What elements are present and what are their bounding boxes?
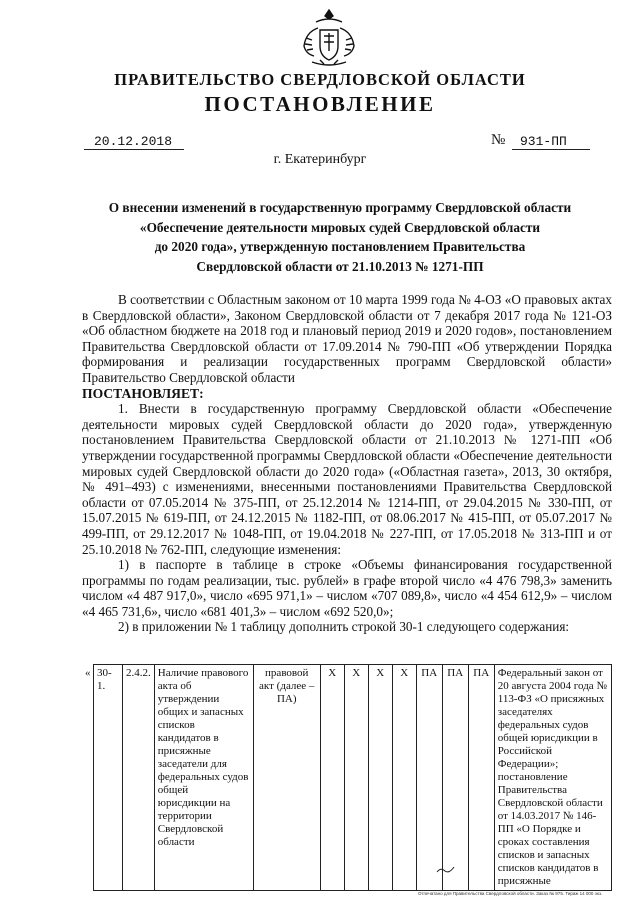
title-line: О внесении изменений в государственную программу Свердловской области — [108, 200, 572, 215]
value-cell: Х — [344, 665, 368, 891]
unit-cell: правовой акт (далее – ПА) — [253, 665, 320, 891]
item-1-1-paragraph: 1) в паспорте в таблице в строке «Объемы финансирования государственной программы по годам реализации, тыс. рублей» в графе второй число «4 476 798,3» заменить числом «4 487 917,0», число «695 971,1» – числом «707 089,8», число «4 454 612,9» – числом «4 465 731,6», число «681 401,3» – числом «692 520,0»; — [82, 557, 612, 619]
table-row — [82, 665, 611, 891]
row-number-cell: 30-1. — [94, 665, 123, 891]
value-cell: Х — [368, 665, 392, 891]
title-line: до 2020 года», утвержденную постановлением Правительства — [154, 239, 526, 254]
preamble-paragraph: В соответствии с Областным законом от 10 марта 1999 года № 4-ОЗ «О правовых актах в Свердловской области», Законом Свердловской области от 7 декабря 2017 года № 121-ОЗ «Об областном бюджете на 2018 год и плановый период 2019 и 2020 годов», постановлением Правительства Свердловской области от 17.09.2014 № 790-ПП «Об утверждении Порядка формирования и реализации государственных программ Свердловской области» Правительство Свердловской области — [82, 292, 612, 385]
open-quote: « — [85, 666, 91, 679]
title-line: Свердловской области от 21.10.2013 № 1271-ПП — [196, 258, 484, 274]
value-cell: Х — [320, 665, 344, 891]
value-cell: Х — [392, 665, 416, 891]
decree-heading: ПОСТАНОВЛЯЕТ: — [82, 385, 204, 401]
government-name: ПРАВИТЕЛЬСТВО СВЕРДЛОВСКОЙ ОБЛАСТИ — [114, 70, 526, 89]
title-line: «Обеспечение деятельности мировых судей Свердловской области — [139, 219, 541, 235]
value-cell: ПА — [442, 665, 468, 891]
document-number: 931-ПП — [512, 134, 590, 150]
value-cell: ПА — [468, 665, 494, 891]
code-cell: 2.4.2. — [123, 665, 155, 891]
document-type: ПОСТАНОВЛЕНИЕ — [204, 92, 436, 116]
amendment-table — [82, 664, 612, 891]
document-title — [100, 198, 580, 276]
handwritten-mark — [436, 865, 456, 875]
value-cell: ПА — [416, 665, 442, 891]
document-date: 20.12.2018 — [84, 134, 184, 150]
item-1-2-paragraph: 2) в приложении № 1 таблицу дополнить строкой 30-1 следующего содержания: — [118, 619, 570, 635]
city: г. Екатеринбург — [273, 152, 367, 167]
indicator-name-cell: Наличие правового акта об утверждении общих и запасных списков кандидатов в присяжные заседатели для федеральных судов общей юрисдикции на территории Свердловской области — [154, 665, 253, 891]
document-body — [82, 292, 612, 635]
item-1-paragraph: 1. Внести в государственную программу Свердловской области «Обеспечение деятельности мировых судей Свердловской области до 2020 года», утвержденную постановлением Правительства Свердловской области от 21.10.2013 № 1271-ПП «Об утверждении государственной программы Свердловской области «Обеспечение деятельности мировых судей Свердловской области до 2020 года» («Областная газета», 2013, 30 октября, № 491–493) с изменениями, внесенными постановлениями Правительства Свердловской области от 07.05.2014 № 375-ПП, от 25.12.2014 № 1214-ПП, от 29.04.2015 № 330-ПП, от 15.07.2015 № 619-ПП, от 24.12.2015 № 1182-ПП, от 08.06.2017 № 415-ПП, от 05.07.2017 № 499-ПП, от 29.12.2017 № 1048-ПП, от 19.04.2018 № 227-ПП, от 17.05.2018 № 313-ПП и от 25.10.2018 № 762-ПП, следующие изменения: — [82, 401, 612, 557]
print-footnote: Отпечатано для Правительства Свердловской области. Заказ № 975. Тираж 14 000 экз. — [418, 891, 603, 896]
number-label: № — [491, 132, 506, 148]
legal-basis-cell: Федеральный закон от 20 августа 2004 года № 113-ФЗ «О присяжных заседателях федеральных судов общей юрисдикции в Российской Федерации»; постановление Правительства Свердловской области от 14.03.2017 № 146-ПП «О Порядке и сроках составления списков и запасных списков кандидатов в присяжные — [494, 665, 611, 891]
coat-of-arms-emblem — [298, 8, 360, 68]
